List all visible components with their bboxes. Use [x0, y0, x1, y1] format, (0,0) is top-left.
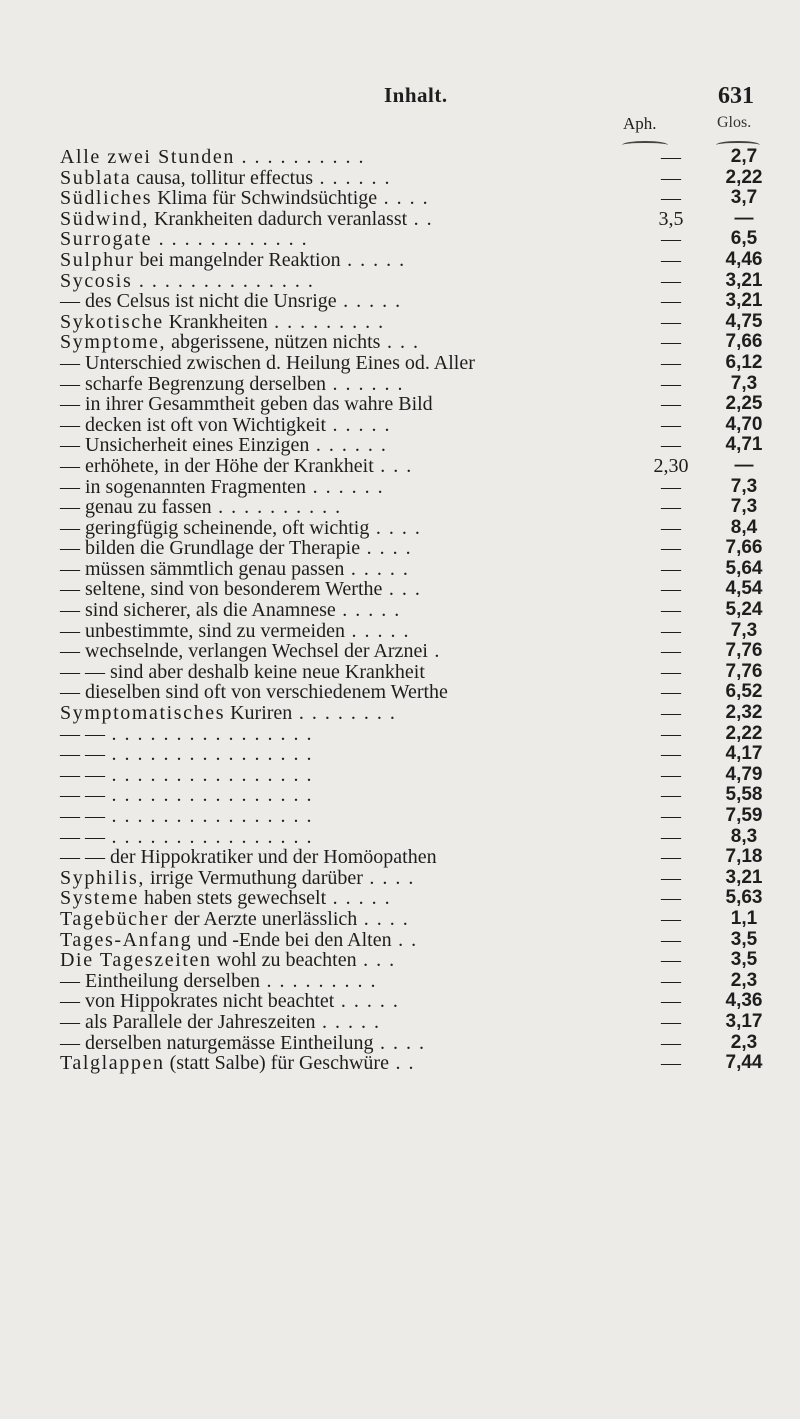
aph-reference: —	[661, 825, 681, 848]
entry-description: causa, tollitur effectus	[131, 166, 313, 189]
entry-description: Krankheiten dadurch veranlasst	[148, 207, 408, 230]
aph-reference: —	[661, 331, 681, 354]
aph-reference: —	[661, 413, 681, 436]
index-entry	[60, 435, 780, 456]
entry-headword: Sykotische	[60, 310, 164, 333]
leader-dots: . . . . . . . . . . . . . . . .	[105, 743, 313, 766]
aph-reference: —	[661, 1031, 681, 1054]
entry-text	[60, 888, 391, 909]
entry-text	[60, 703, 396, 724]
glos-reference: 2,22	[725, 166, 763, 188]
leader-dots: . . . . . .	[309, 434, 388, 457]
aph-reference: —	[661, 784, 681, 807]
index-entry	[60, 559, 780, 580]
entry-text	[60, 1012, 380, 1033]
leader-dots: . . . .	[369, 516, 422, 539]
index-entry	[60, 662, 780, 683]
entry-text	[60, 271, 314, 292]
leader-dots: . . . . . . . . . . . . . . . .	[105, 805, 313, 827]
entry-text	[60, 497, 342, 518]
index-entry	[60, 641, 780, 662]
entry-description: — — sind aber deshalb keine neue Krankheit	[60, 660, 425, 683]
entry-text	[60, 950, 396, 971]
entry-text	[60, 868, 415, 889]
aph-reference: —	[661, 228, 681, 251]
aph-reference: —	[661, 146, 681, 168]
entry-text	[60, 971, 377, 992]
leader-dots: . . .	[380, 331, 420, 354]
index-entry	[60, 538, 780, 559]
entry-text	[60, 435, 387, 456]
entry-text	[60, 415, 391, 436]
glos-reference: 3,17	[725, 1010, 763, 1032]
glos-reference: 3,5	[730, 928, 758, 950]
index-entry	[60, 744, 780, 765]
index-entry	[60, 847, 780, 868]
index-entry	[60, 415, 780, 436]
entry-description: — Eintheilung derselben	[60, 969, 260, 992]
leader-dots: . . . . . .	[313, 166, 391, 189]
index-entry	[60, 827, 780, 848]
entry-text	[60, 477, 384, 498]
entry-description: bei mangelnder Reaktion	[134, 248, 341, 271]
entry-text	[60, 188, 429, 209]
index-entry	[60, 868, 780, 889]
entry-description: — wechselnde, verlangen Wechsel der Arznei	[60, 640, 428, 663]
page-number: 631	[718, 83, 754, 109]
aph-reference: —	[661, 269, 681, 292]
index-entry	[60, 909, 780, 930]
entry-text	[60, 1053, 415, 1074]
glos-reference: 2,7	[730, 146, 758, 167]
glos-reference: 7,3	[730, 496, 758, 518]
entry-description: — —	[60, 743, 105, 766]
aph-reference: —	[661, 475, 681, 498]
glos-reference: 1,1	[730, 907, 758, 929]
entry-description: — dieselben sind oft von verschiedenem Werthe	[60, 681, 448, 704]
aph-reference: —	[661, 866, 681, 889]
entry-text	[60, 518, 421, 539]
glos-reference: 2,3	[730, 969, 758, 991]
entry-description: — in ihrer Gesammtheit geben das wahre Bild	[60, 393, 433, 416]
leader-dots: . . . . . . . . . . . . . . . .	[105, 722, 313, 745]
index-entry	[60, 291, 780, 312]
glos-reference: 3,5	[730, 949, 758, 971]
entry-headword: Tages-Anfang	[60, 928, 193, 951]
index-entry	[60, 147, 780, 168]
aph-reference: —	[661, 846, 681, 869]
glos-reference: 7,76	[725, 660, 763, 682]
aph-reference: —	[661, 887, 681, 910]
index-entry	[60, 229, 780, 250]
aph-reference: —	[661, 372, 681, 395]
aph-reference: 3,5	[658, 207, 684, 230]
entry-headword: Sycosis	[60, 269, 133, 292]
entry-text	[60, 600, 401, 621]
aph-reference: —	[661, 166, 681, 189]
entry-text	[60, 250, 406, 271]
glos-reference: 5,58	[725, 784, 763, 806]
entry-text	[60, 168, 391, 189]
entry-text	[60, 579, 421, 600]
aph-reference: —	[661, 743, 681, 766]
leader-dots: . . . . .	[334, 990, 400, 1013]
glos-reference: 7,59	[725, 805, 763, 826]
glos-reference: 2,22	[725, 722, 763, 744]
index-entry	[60, 600, 780, 621]
aph-reference: —	[661, 351, 681, 374]
entry-description: — als Parallele der Jahreszeiten	[60, 1010, 316, 1033]
aph-reference: 2,30	[653, 454, 689, 477]
aph-reference: —	[661, 722, 681, 745]
glos-reference: 2,32	[725, 702, 763, 724]
entry-text	[60, 930, 418, 951]
glos-reference: 7,3	[730, 619, 758, 641]
index-entry	[60, 456, 780, 477]
aph-reference: —	[661, 290, 681, 313]
entry-description: der Aerzte unerlässlich	[169, 907, 358, 930]
glos-reference: 4,75	[725, 310, 763, 332]
index-entry	[60, 703, 780, 724]
glos-reference: —	[734, 454, 754, 476]
aph-reference: —	[661, 681, 681, 704]
aph-reference: —	[661, 702, 681, 725]
aph-reference: —	[661, 990, 681, 1013]
entry-headword: Symptomatisches	[60, 702, 226, 725]
aph-reference: —	[661, 537, 681, 560]
entry-description: Kuriren	[225, 702, 293, 725]
leader-dots: . . .	[382, 578, 422, 601]
glos-reference: 7,3	[730, 372, 758, 394]
entry-description: — genau zu fassen	[60, 496, 212, 519]
entry-text	[60, 744, 313, 765]
leader-dots: . .	[388, 1052, 415, 1075]
entry-headword: Surrogate	[60, 228, 153, 251]
aph-reference: —	[661, 599, 681, 622]
aph-reference: —	[661, 393, 681, 416]
entry-text	[60, 312, 385, 333]
index-entry	[60, 971, 780, 992]
aph-reference: —	[661, 1010, 681, 1033]
entry-text	[60, 621, 410, 642]
glos-reference: 3,21	[725, 290, 763, 312]
entry-text	[60, 991, 399, 1012]
column-header-aph: Aph.	[623, 114, 657, 133]
aph-reference: —	[661, 248, 681, 271]
glos-reference: 6,12	[725, 351, 763, 373]
entry-text	[60, 291, 402, 312]
glos-reference: 3,7	[730, 187, 758, 209]
leader-dots: . . . . . . . . . . . . . . . .	[105, 784, 313, 807]
index-entry	[60, 518, 780, 539]
index-entries	[60, 147, 780, 1074]
entry-headword: Talglappen	[60, 1052, 165, 1075]
glos-reference: —	[734, 207, 754, 229]
aph-reference: —	[661, 1052, 681, 1075]
glos-reference: 3,21	[725, 866, 763, 888]
leader-dots: . . . .	[357, 907, 410, 930]
index-entry	[60, 332, 780, 353]
index-entry	[60, 394, 780, 415]
entry-text	[60, 1033, 425, 1054]
entry-headword: Sublata	[60, 166, 132, 189]
entry-text	[60, 332, 419, 353]
leader-dots: . . . . . . . .	[292, 702, 397, 725]
entry-description: haben stets gewechselt	[138, 887, 327, 910]
aph-reference: —	[661, 619, 681, 642]
glos-reference: 2,3	[730, 1031, 758, 1053]
glos-reference: 6,5	[730, 228, 758, 250]
leader-dots: . . . . .	[340, 248, 406, 271]
entry-text	[60, 147, 365, 168]
entry-text	[60, 353, 475, 374]
entry-text	[60, 909, 409, 930]
glos-reference: 4,54	[725, 578, 763, 600]
aph-reference: —	[661, 557, 681, 580]
index-entry	[60, 806, 780, 827]
index-entry	[60, 765, 780, 786]
glos-reference: 8,4	[730, 516, 758, 538]
entry-text	[60, 847, 437, 868]
entry-text	[60, 209, 433, 230]
entry-description: — Unterschied zwischen d. Heilung Eines od. Aller	[60, 351, 475, 374]
leader-dots: . . . . .	[336, 290, 402, 313]
glos-reference: 3,21	[725, 269, 763, 291]
entry-description: — erhöhete, in der Höhe der Krankheit	[60, 454, 374, 477]
index-entry	[60, 209, 780, 230]
entry-description: — des Celsus ist nicht die Unsrige	[60, 290, 337, 313]
entry-text	[60, 724, 313, 745]
entry-description: — geringfügig scheinende, oft wichtig	[60, 516, 370, 539]
leader-dots: . . . . . . . . .	[259, 969, 377, 992]
leader-dots: . . . . . .	[306, 475, 385, 498]
entry-headword: Die Tageszeiten	[60, 949, 212, 972]
entry-description: — derselben naturgemässe Eintheilung	[60, 1031, 374, 1054]
glos-reference: 8,3	[730, 825, 758, 847]
entry-text	[60, 785, 313, 806]
entry-headword: Alle zwei Stunden	[60, 146, 235, 168]
index-entry	[60, 271, 780, 292]
index-entry	[60, 353, 780, 374]
entry-description: — von Hippokrates nicht beachtet	[60, 990, 335, 1013]
index-entry	[60, 1012, 780, 1033]
leader-dots: . . . .	[373, 1031, 426, 1054]
entry-headword: Syphilis,	[60, 866, 145, 889]
leader-dots: . . . . . . . . . . . .	[152, 228, 309, 251]
index-entry	[60, 250, 780, 271]
aph-reference: —	[661, 949, 681, 972]
index-entry	[60, 188, 780, 209]
entry-description: — müssen sämmtlich genau passen	[60, 557, 345, 580]
entry-headword: Südwind,	[60, 207, 149, 230]
entry-text	[60, 765, 313, 786]
entry-description: — Unsicherheit eines Einzigen	[60, 434, 310, 457]
entry-text	[60, 662, 425, 683]
entry-text	[60, 641, 441, 662]
index-entry	[60, 477, 780, 498]
entry-description: abgerissene, nützen nichts	[166, 331, 381, 354]
leader-dots: . . . . .	[326, 413, 391, 436]
glos-reference: 7,3	[730, 475, 758, 497]
entry-description: — sind sicherer, als die Anamnese	[60, 599, 336, 622]
aph-reference: —	[661, 640, 681, 663]
entry-text	[60, 394, 433, 415]
glos-reference: 7,66	[725, 331, 763, 353]
running-title: Inhalt.	[384, 83, 448, 107]
index-entry	[60, 579, 780, 600]
entry-headword: Tagebücher	[60, 907, 169, 930]
aph-reference: —	[661, 434, 681, 457]
leader-dots: . . . .	[360, 537, 413, 560]
index-entry	[60, 682, 780, 703]
entry-headword: Systeme	[60, 887, 139, 910]
entry-text	[60, 827, 313, 848]
entry-description: — unbestimmte, sind zu vermeiden	[60, 619, 345, 642]
leader-dots: . . . . . . . . . .	[211, 496, 342, 519]
leader-dots: .	[427, 640, 441, 663]
entry-description: und -Ende bei den Alten	[192, 928, 392, 951]
glos-reference: 5,63	[725, 887, 763, 909]
entry-description: — —	[60, 722, 105, 745]
glos-reference: 4,36	[725, 990, 763, 1012]
leader-dots: . . . . .	[315, 1010, 381, 1033]
aph-reference: —	[661, 907, 681, 930]
entry-description: — —	[60, 784, 105, 807]
leader-dots: . .	[407, 207, 434, 230]
leader-dots: . . . . . . . . . .	[234, 146, 365, 168]
entry-description: — —	[60, 763, 105, 786]
entry-headword: Symptome,	[60, 331, 167, 354]
entry-description: — —	[60, 825, 105, 848]
index-entry	[60, 312, 780, 333]
glos-reference: 7,18	[725, 846, 763, 868]
entry-description: Krankheiten	[163, 310, 268, 333]
leader-dots: . . .	[356, 949, 396, 972]
glos-reference: 4,46	[725, 248, 763, 270]
glos-reference: 4,71	[725, 434, 763, 456]
aph-reference: —	[661, 187, 681, 210]
entry-text	[60, 559, 409, 580]
glos-reference: 7,76	[725, 640, 763, 662]
index-entry	[60, 888, 780, 909]
glos-reference: 2,25	[725, 393, 763, 415]
index-entry	[60, 1033, 780, 1054]
glos-reference: 4,70	[725, 413, 763, 435]
glos-reference: 5,64	[725, 557, 763, 579]
leader-dots: . .	[391, 928, 418, 951]
entry-description: wohl zu beachten	[211, 949, 357, 972]
entry-description: irrige Vermuthung darüber	[144, 866, 363, 889]
index-entry	[60, 991, 780, 1012]
leader-dots: . . . .	[362, 866, 415, 889]
leader-dots: . . . . .	[326, 887, 392, 910]
aph-reference: —	[661, 310, 681, 333]
entry-description: (statt Salbe) für Geschwüre	[164, 1052, 389, 1075]
glos-reference: 4,79	[725, 763, 763, 785]
index-entry	[60, 621, 780, 642]
leader-dots: . . . . . .	[326, 372, 404, 395]
column-header-glos: Glos.	[717, 114, 752, 131]
glos-reference: 4,17	[725, 743, 763, 765]
leader-dots: . . . . .	[335, 599, 401, 622]
glos-reference: 7,44	[725, 1052, 763, 1074]
leader-dots: . . . . . . . . .	[267, 310, 385, 333]
index-entry	[60, 785, 780, 806]
entry-text	[60, 374, 404, 395]
entry-text	[60, 538, 412, 559]
aph-reference: —	[661, 763, 681, 786]
aph-reference: —	[661, 496, 681, 519]
glos-reference: 7,66	[725, 537, 763, 559]
entry-description: — decken ist oft von Wichtigkeit	[60, 413, 326, 436]
aph-reference: —	[661, 660, 681, 683]
index-entry	[60, 1053, 780, 1074]
entry-description: — bilden die Grundlage der Therapie	[60, 537, 361, 560]
entry-headword: Südliches	[60, 187, 153, 210]
leader-dots: . . . .	[377, 187, 430, 210]
leader-dots: . . . . . . . . . . . . . .	[132, 269, 315, 292]
leader-dots: . . . . .	[344, 557, 410, 580]
entry-description: — — der Hippokratiker und der Homöopathen	[60, 846, 437, 869]
index-entry	[60, 168, 780, 189]
index-entry	[60, 724, 780, 745]
aph-reference: —	[661, 578, 681, 601]
entry-description: — in sogenannten Fragmenten	[60, 475, 307, 498]
index-entry	[60, 930, 780, 951]
leader-dots: . . . . . . . . . . . . . . . .	[105, 825, 313, 848]
entry-text	[60, 229, 308, 250]
glos-reference: 5,24	[725, 599, 763, 621]
leader-dots: . . . . .	[344, 619, 410, 642]
index-entry	[60, 497, 780, 518]
entry-description: — seltene, sind von besonderem Werthe	[60, 578, 383, 601]
aph-reference: —	[661, 928, 681, 951]
aph-reference: —	[661, 805, 681, 827]
entry-text	[60, 806, 313, 827]
aph-reference: —	[661, 969, 681, 992]
index-entry	[60, 950, 780, 971]
entry-description: — —	[60, 805, 105, 827]
index-entry	[60, 374, 780, 395]
entry-description: — scharfe Begrenzung derselben	[60, 372, 326, 395]
entry-description: Klima für Schwindsüchtige	[152, 187, 378, 210]
leader-dots: . . .	[373, 454, 413, 477]
glos-reference: 6,52	[725, 681, 763, 703]
entry-text	[60, 456, 413, 477]
entry-headword: Sulphur	[60, 248, 135, 271]
leader-dots: . . . . . . . . . . . . . . . .	[105, 763, 313, 786]
entry-text	[60, 682, 448, 703]
aph-reference: —	[661, 516, 681, 539]
